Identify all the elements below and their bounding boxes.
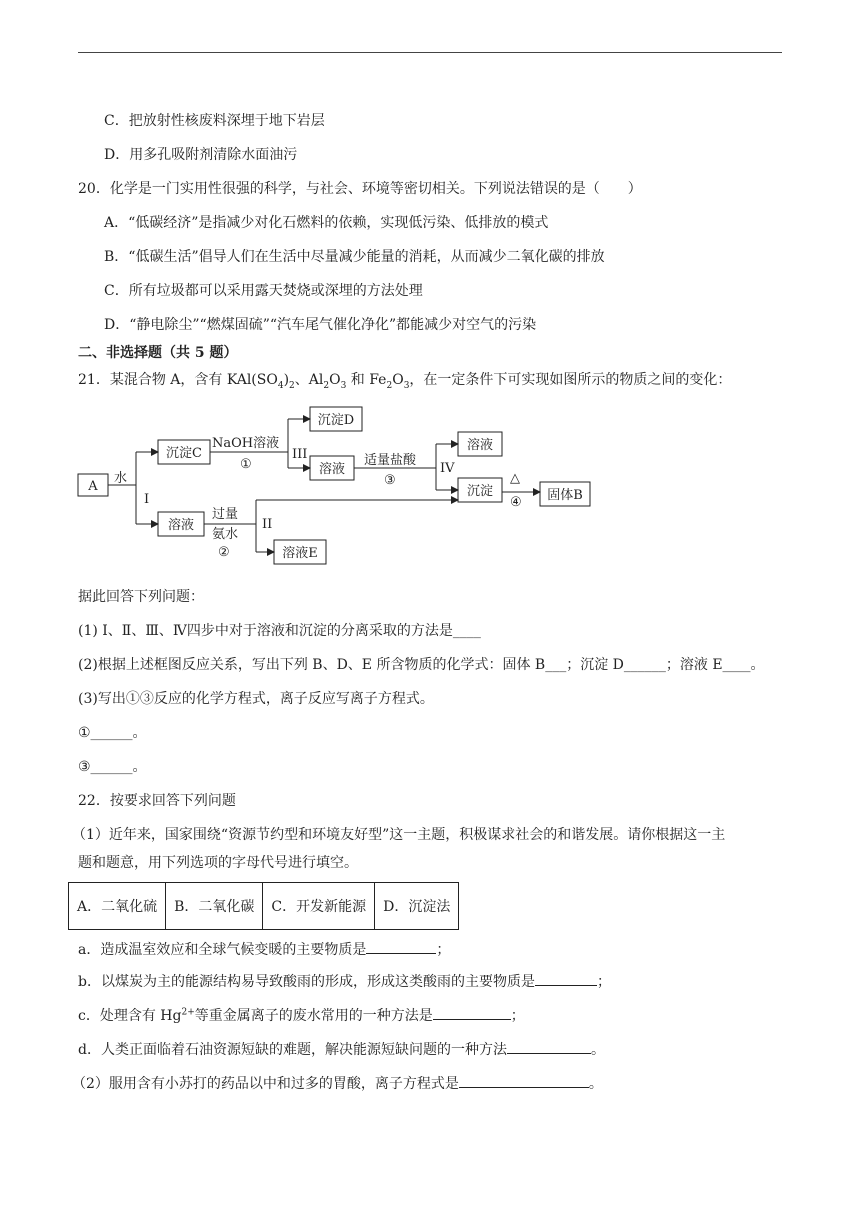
box-precip-label: 沉淀 — [466, 484, 494, 499]
label-step-1: ① — [240, 457, 252, 472]
box-precip-d-label: 沉淀D — [317, 413, 355, 428]
box-solution-e-label: 溶液E — [282, 546, 318, 561]
q20-stem: 20．化学是一门实用性很强的科学，与社会、环境等密切相关。下列说法错误的是（ ） — [78, 181, 642, 197]
option-b: B．二氧化碳 — [166, 883, 263, 930]
box-solution-2-label: 溶液 — [466, 438, 494, 453]
flow-diagram — [70, 400, 610, 580]
box-precip-c-label: 沉淀C — [166, 446, 202, 461]
q21-stem: 21．某混合物 A，含有 $KAl(SO_4)_2$、$Al_2O_3$ 和 $Fe_2O_3$，在一定条件下可实现如图所示的物质之间的变化： — [78, 372, 732, 391]
options-table — [68, 882, 459, 930]
box-solid-b-label: 固体B — [547, 488, 583, 503]
label-hcl: 适量盐酸 — [364, 453, 417, 468]
q21-intro: 据此回答下列问题： — [78, 589, 204, 605]
q22-part-2: （2）服用含有小苏打的药品以中和过多的胃酸，离子方程式是 。 — [72, 1073, 603, 1094]
q21-part-1: (1) Ⅰ、Ⅱ、Ⅲ、Ⅳ四步中对于溶液和沉淀的分离采取的方法是____ — [78, 623, 481, 639]
q22-part-1b: 题和题意，用下列选项的字母代号进行填空。 — [78, 855, 358, 871]
q22-item-b: b．以煤炭为主的能源结构易导致酸雨的形成，形成这类酸雨的主要物质是 ； — [78, 971, 611, 992]
q20-option-d: D．“静电除尘”“燃煤固硫”“汽车尾气催化净化”都能减少对空气的污染 — [104, 317, 537, 333]
top-rule — [78, 52, 782, 53]
label-step-iii: III — [292, 447, 308, 462]
label-step-3: ③ — [384, 473, 396, 488]
q22-item-c: c．处理含有 $Hg^{2+}$等重金属离子的废水常用的一种方法是 ； — [78, 1005, 525, 1026]
label-water: 水 — [114, 471, 128, 486]
q21-answer-1: ①______。 — [78, 725, 147, 741]
q20-option-a: A．“低碳经济”是指减少对化石燃料的依赖，实现低污染、低排放的模式 — [104, 215, 549, 231]
q21-part-3: (3)写出①③反应的化学方程式，离子反应写离子方程式。 — [78, 691, 434, 707]
label-step-4: ④ — [510, 495, 522, 510]
option-c: C．开发新能源 — [263, 883, 375, 930]
q20-option-c: C．所有垃圾都可以采用露天焚烧或深埋的方法处理 — [104, 283, 423, 299]
section-title: 二、非选择题（共 5 题） — [78, 345, 238, 361]
box-solution-3-label: 溶液 — [167, 518, 195, 533]
label-naoh: NaOH溶液 — [212, 436, 280, 451]
option-d: D．沉淀法 — [375, 883, 459, 930]
label-step-i: I — [144, 492, 150, 507]
label-ammonia: 氨水 — [212, 527, 239, 542]
label-excess: 过量 — [212, 507, 239, 522]
label-step-iv: IV — [440, 461, 455, 476]
option-a: A．二氧化硫 — [69, 883, 166, 930]
label-step-ii: II — [262, 517, 273, 532]
box-a-label: A — [88, 479, 98, 494]
q19-option-c: C．把放射性核废料深埋于地下岩层 — [104, 113, 325, 129]
label-step-2: ② — [218, 545, 230, 560]
q22-part-1a: （1）近年来，国家围绕“资源节约型和环境友好型”这一主题，积极谋求社会的和谐发展。请你根据这一主 — [72, 827, 726, 843]
q21-answer-3: ③______。 — [78, 759, 147, 775]
q22-item-a: a．造成温室效应和全球气候变暖的主要物质是 ； — [78, 939, 450, 960]
q22-stem: 22．按要求回答下列问题 — [78, 793, 236, 809]
q20-option-b: B．“低碳生活”倡导人们在生活中尽量减少能量的消耗，从而减少二氧化碳的排放 — [104, 249, 605, 265]
label-heat: △ — [510, 471, 520, 486]
q19-option-d: D．用多孔吸附剂清除水面油污 — [104, 147, 298, 163]
q22-item-d: d．人类正面临着石油资源短缺的难题，解决能源短缺问题的一种方法 。 — [78, 1039, 605, 1060]
box-solution-1-label: 溶液 — [318, 462, 346, 477]
q21-part-2: (2)根据上述框图反应关系，写出下列 B、D、E 所含物质的化学式：固体 B___；沉淀 D______；溶液 E____。 — [78, 657, 765, 673]
